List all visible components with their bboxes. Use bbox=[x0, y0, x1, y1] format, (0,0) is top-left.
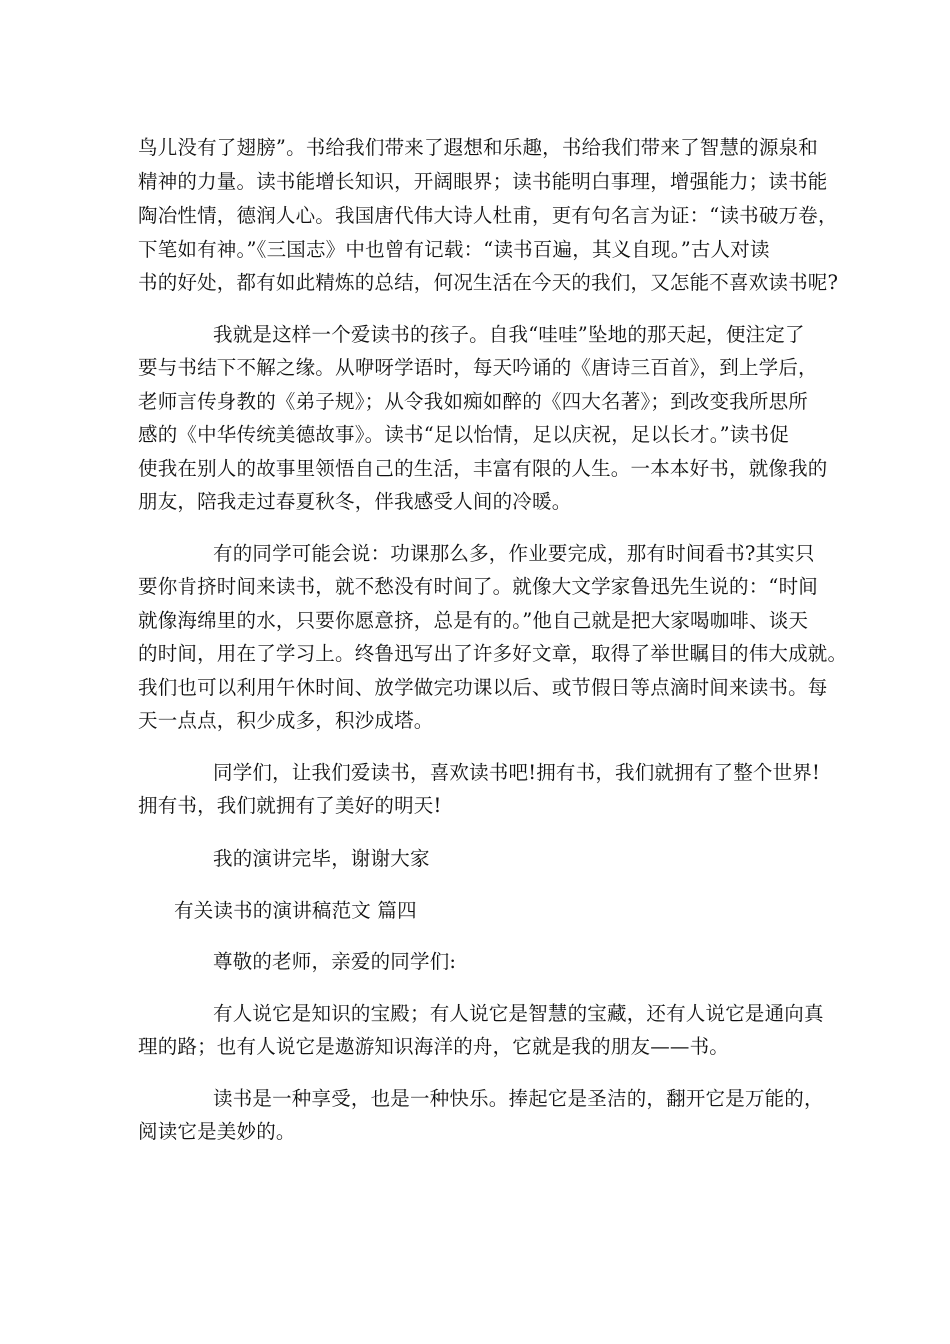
paragraph-3-line-4: 的时间，用在了学习上。终鲁迅写出了许多好文章，取得了举世瞩目的伟大成就。 bbox=[138, 642, 848, 665]
paragraph-1-line-1: 鸟儿没有了翅膀”。书给我们带来了遐想和乐趣，书给我们带来了智慧的源泉和 bbox=[138, 136, 818, 159]
paragraph-1-line-2: 精神的力量。读书能增长知识，开阔眼界；读书能明白事理，增强能力；读书能 bbox=[138, 170, 828, 193]
paragraph-6-line-1: 读书是一种享受，也是一种快乐。捧起它是圣洁的，翻开它是万能的， bbox=[213, 1087, 824, 1110]
paragraph-2-line-1: 我就是这样一个爱读书的孩子。自我“哇哇”坠地的那天起，便注定了 bbox=[213, 323, 805, 346]
paragraph-2-line-6: 朋友，陪我走过春夏秋冬，伴我感受人间的冷暖。 bbox=[138, 490, 572, 513]
paragraph-4-line-1: 同学们，让我们爱读书，喜欢读书吧!拥有书，我们就拥有了整个世界! bbox=[213, 761, 821, 784]
closing-line: 我的演讲完毕，谢谢大家 bbox=[213, 847, 430, 870]
paragraph-2-line-4: 感的《中华传统美德故事》。读书“足以怡情，足以庆祝，足以长才。”读书促 bbox=[138, 423, 789, 446]
paragraph-3-line-5: 我们也可以利用午休时间、放学做完功课以后、或节假日等点滴时间来读书。每 bbox=[138, 676, 828, 699]
paragraph-3-line-2: 要你肯挤时间来读书，就不愁没有时间了。就像大文学家鲁迅先生说的：“时间 bbox=[138, 575, 818, 598]
section-heading: 有关读书的演讲稿范文 篇四 bbox=[174, 899, 417, 922]
paragraph-1-line-3: 陶冶性情，德润人心。我国唐代伟大诗人杜甫，更有句名言为证：“读书破万卷， bbox=[138, 204, 838, 227]
paragraph-3-line-6: 天一点点，积少成多，积沙成塔。 bbox=[138, 709, 434, 732]
paragraph-5-line-2: 理的路；也有人说它是遨游知识海洋的舟，它就是我的朋友——书。 bbox=[138, 1035, 730, 1058]
greeting-line: 尊敬的老师，亲爱的同学们: bbox=[213, 950, 457, 973]
paragraph-3-line-3: 就像海绵里的水，只要你愿意挤，总是有的。”他自己就是把大家喝咖啡、谈天 bbox=[138, 609, 809, 632]
paragraph-4-line-2: 拥有书，我们就拥有了美好的明天! bbox=[138, 794, 442, 817]
paragraph-1-line-4: 下笔如有神。”《三国志》中也曾有记载：“读书百遍，其义自现。”古人对读 bbox=[138, 238, 770, 261]
paragraph-6-line-2: 阅读它是美妙的。 bbox=[138, 1120, 296, 1143]
paragraph-2-line-2: 要与书结下不解之缘。从咿呀学语时，每天吟诵的《唐诗三百首》，到上学后， bbox=[138, 356, 818, 379]
paragraph-5-line-1: 有人说它是知识的宝殿；有人说它是智慧的宝藏，还有人说它是通向真 bbox=[213, 1002, 824, 1025]
paragraph-1-line-5: 书的好处，都有如此精炼的总结，何况生活在今天的我们，又怎能不喜欢读书呢? bbox=[138, 271, 839, 294]
paragraph-2-line-5: 使我在别人的故事里领悟自己的生活，丰富有限的人生。一本本好书，就像我的 bbox=[138, 457, 828, 480]
paragraph-2-line-3: 老师言传身教的《弟子规》；从令我如痴如醉的《四大名著》；到改变我所思所 bbox=[138, 390, 809, 413]
paragraph-3-line-1: 有的同学可能会说：功课那么多，作业要完成，那有时间看书?其实只 bbox=[213, 542, 815, 565]
